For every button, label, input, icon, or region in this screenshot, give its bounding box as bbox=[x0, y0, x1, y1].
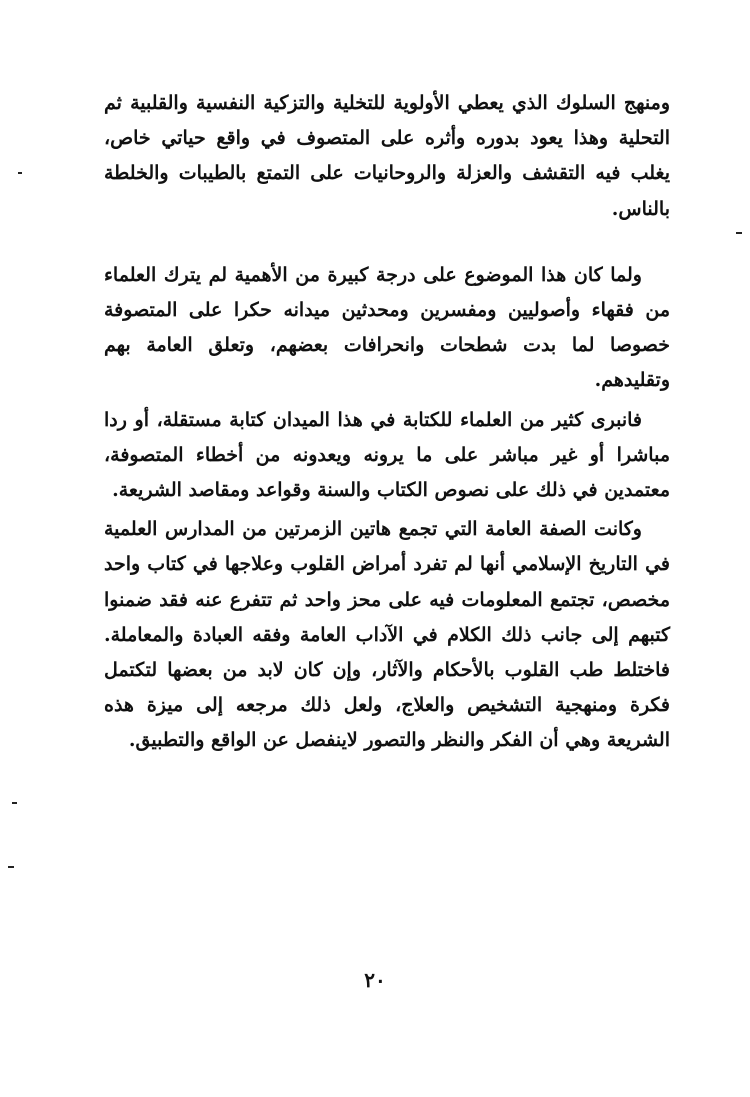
paragraph-3: فانبرى كثير من العلماء للكتابة في هذا الميدان كتابة مستقلة، أو ردا مباشرا أو غير مباشر على ما يرونه ويعدونه من أخطاء المتصوفة، معتمدين في ذلك على نصوص الكتاب والسنة وقواعد ومقاصد الشريعة. bbox=[104, 408, 670, 502]
scan-mark bbox=[12, 802, 17, 804]
paragraph-2: ولما كان هذا الموضوع على درجة كبيرة من الأهمية لم يترك العلماء من فقهاء وأصوليين ومفسرين ومحدثين ميدانه حكرا على المتصوفة خصوصا لما بدت شطحات وانحرافات بعضهم، وتعلق العامة بهم وتقليدهم. bbox=[104, 263, 670, 392]
scan-mark bbox=[8, 866, 14, 868]
paragraph-4: وكانت الصفة العامة التي تجمع هاتين الزمرتين من المدارس العلمية في التاريخ الإسلامي أنها لم تفرد أمراض القلوب وعلاجها في كتاب واحد مخصص، تجتمع المعلومات فيه على محز واحد ثم تتفرع عنه فقد ضمنوا كتبهم إلى جانب ذلك الكلام في الآداب العامة وفقه العبادة والمعاملة. فاختلط طب القلوب بالأحكام والآثار، وإن كان لابد من بعضها لتكتمل فكرة ومنهجية التشخيص والعلاج، ولعل ذلك مرجعه إلى ميزة هذه الشريعة وهي أن الفكر والنظر والتصور لاينفصل عن الواقع والتطبيق. bbox=[104, 518, 670, 752]
paragraph-1: ومنهج السلوك الذي يعطي الأولوية للتخلية والتزكية النفسية والقلبية ثم التحلية وهذا يعود بدوره وأثره على المتصوف في واقع حياتي خاص، يغلب فيه التقشف والعزلة والروحانيات على التمتع بالطيبات والخلطة بالناس. bbox=[104, 92, 670, 220]
scan-mark bbox=[18, 172, 22, 174]
page-number: ٢٠ bbox=[364, 968, 386, 992]
body-text bbox=[104, 86, 670, 759]
scan-mark bbox=[736, 232, 742, 234]
